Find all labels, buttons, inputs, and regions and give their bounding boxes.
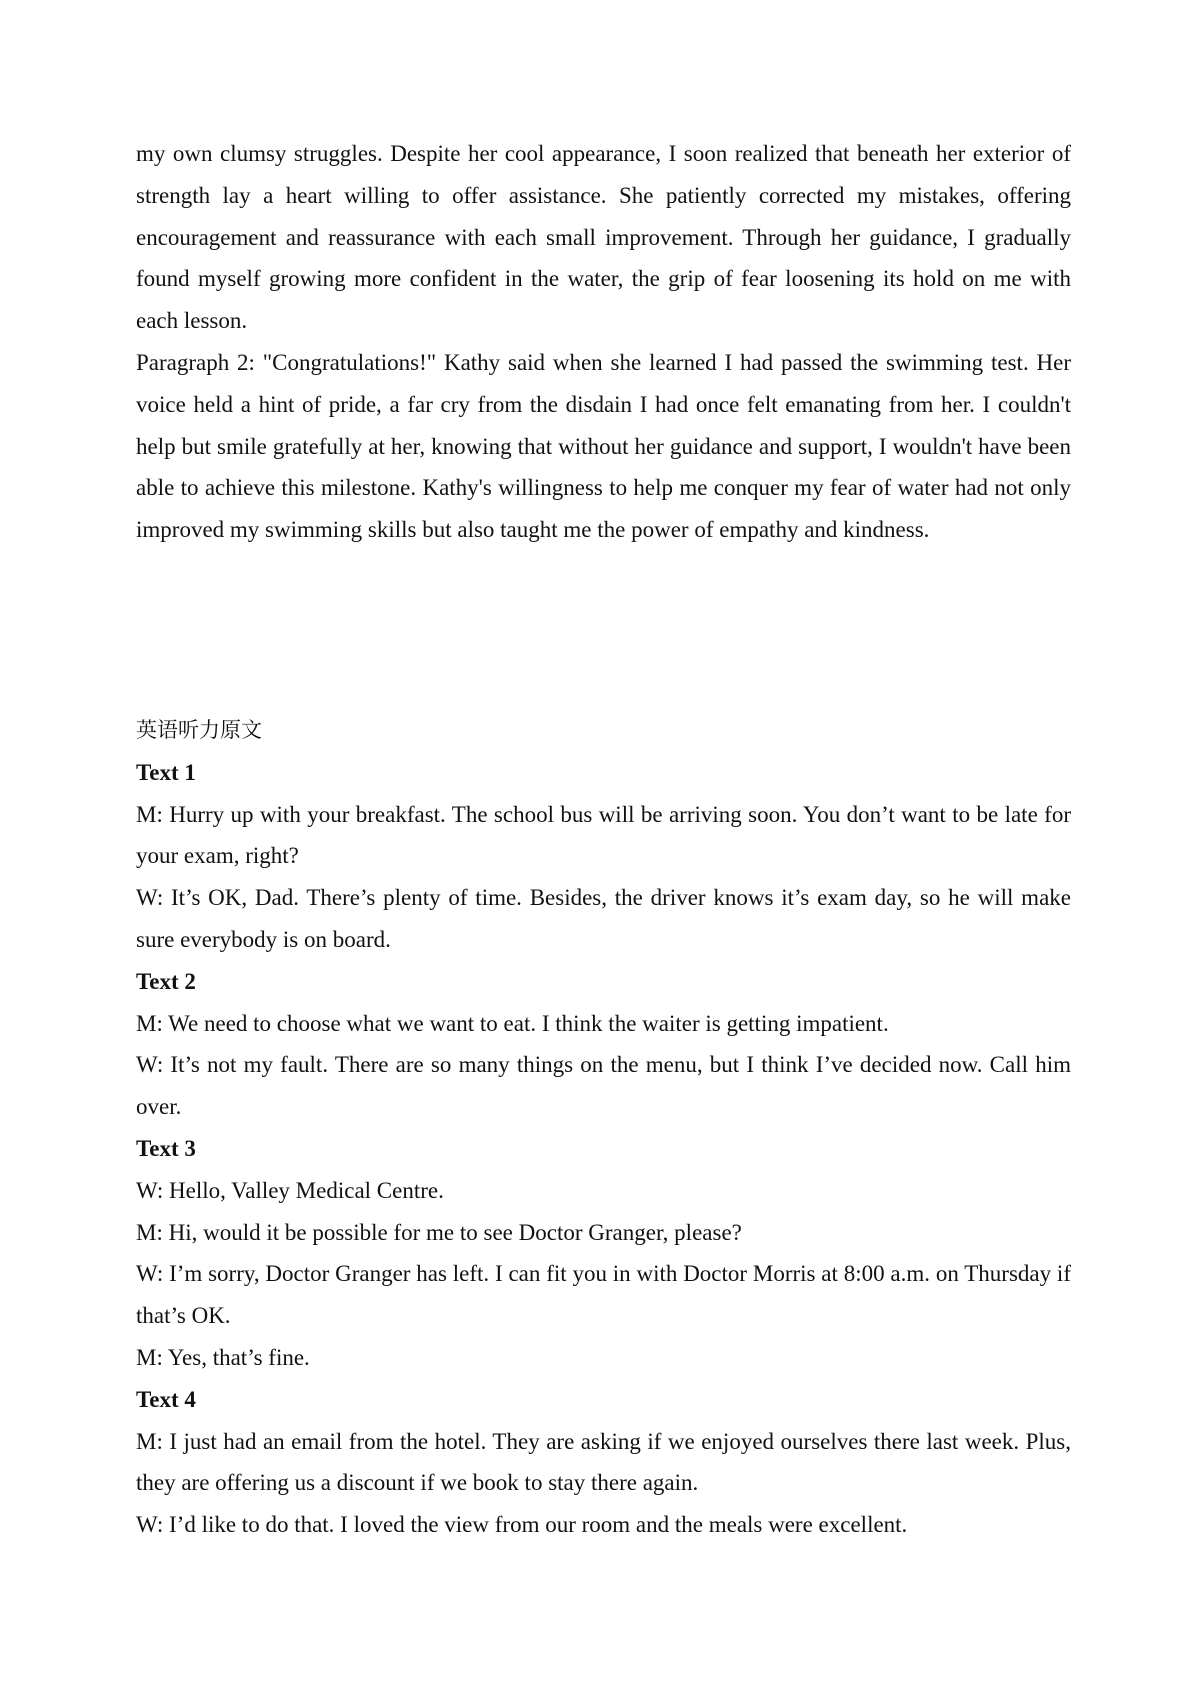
text-4-line-1: M: I just had an email from the hotel. They are asking if we enjoyed ourselves there last week. Plus, they are offering us a discount if we book to stay there again.: [136, 1428, 1071, 1496]
listening-transcript: [136, 710, 1071, 1546]
text-1-heading: Text 1: [136, 759, 196, 785]
text-3-line-3: W: I’m sorry, Doctor Granger has left. I can fit you in with Doctor Morris at 8:00 a.m. on Thursday if that’s OK.: [136, 1261, 1071, 1329]
text-1-line-2: W: It’s OK, Dad. There’s plenty of time. Besides, the driver knows it’s exam day, so he will make sure everybody is on board.: [136, 885, 1071, 952]
text-1-line-1: M: Hurry up with your breakfast. The school bus will be arriving soon. You don’t want to be late for your exam, right?: [136, 801, 1071, 869]
text-3-line-2: M: Hi, would it be possible for me to see Doctor Granger, please?: [136, 1219, 742, 1245]
text-3-line-4: M: Yes, that’s fine.: [136, 1344, 310, 1370]
listening-title: 英语听力原文: [136, 718, 262, 742]
text-2-line-2: W: It’s not my fault. There are so many things on the menu, but I think I’ve decided now. Call him over.: [136, 1052, 1071, 1120]
essay-paragraph-2: Paragraph 2: "Congratulations!" Kathy said when she learned I had passed the swimming test. Her voice held a hint of pride, a far cry from the disdain I had once felt emanating from her. I couldn't help but smile gratefully at her, knowing that without her guidance and support, I wouldn't have been able to achieve this milestone. Kathy's willingness to help me conquer my fear of water had not only improved my swimming skills but also taught me the power of empathy and kindness.: [136, 349, 1071, 543]
essay-section: [136, 133, 1071, 551]
text-3-line-1: W: Hello, Valley Medical Centre.: [136, 1177, 444, 1203]
text-4-heading: Text 4: [136, 1386, 196, 1412]
text-2-heading: Text 2: [136, 968, 196, 994]
text-2-line-1: M: We need to choose what we want to eat. I think the waiter is getting impatient.: [136, 1010, 889, 1036]
text-3-heading: Text 3: [136, 1135, 196, 1161]
text-4-line-2: W: I’d like to do that. I loved the view from our room and the meals were excellent.: [136, 1512, 908, 1538]
essay-paragraph-1-continuation: my own clumsy struggles. Despite her cool appearance, I soon realized that beneath her exterior of strength lay a heart willing to offer assistance. She patiently corrected my mistakes, offering encouragement and reassurance with each small improvement. Through her guidance, I gradually found myself growing more confident in the water, the grip of fear loosening its hold on me with each lesson.: [136, 141, 1071, 334]
